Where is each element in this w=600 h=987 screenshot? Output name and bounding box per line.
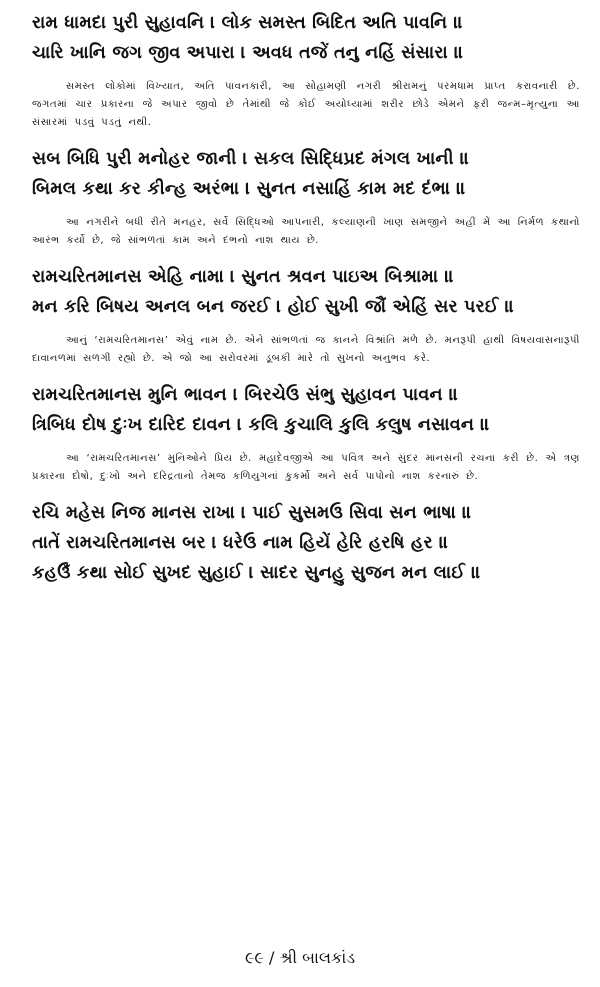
section-2 bbox=[32, 144, 580, 250]
verse-line: સબ બિધિ પુરી મનોહર જાની । સકલ સિદ્ધિપ્રદ મંગલ ખાની ॥ bbox=[32, 149, 470, 169]
verse-line: રામચરિતમાનસ એહિ નામા । સુનત શ્રવન પાઇઅ બિશ્રામા ॥ bbox=[32, 267, 455, 287]
verse-block bbox=[32, 498, 580, 588]
section-4 bbox=[32, 380, 580, 486]
section-5 bbox=[32, 498, 580, 588]
verse-line: રામચરિતમાનસ મુનિ ભાવન । બિરચેઉ સંભુ સુહાવન પાવન ॥ bbox=[32, 385, 459, 405]
meaning-paragraph: આ ‘રામચરિતમાનસ’ મુનિઓને પ્રિય છે. મહાદેવજીએ આ પવિત્ર અને સુંદર માનસની રચના કરી છે. એ ત્રણ પ્રકારના દોષો, દુઃખો અને દરિદ્રતાનો તેમજ કળિયુગનાં કુકર્મો અને સર્વ પાપોનો નાશ કરનારું છે. bbox=[32, 453, 580, 482]
verse-block bbox=[32, 8, 580, 68]
meaning-paragraph: આનું ‘રામચરિતમાનસ’ એવું નામ છે. એને સાંભળતાં જ કાનને વિશ્રાંતિ મળે છે. મનરૂપી હાથી વિષયવાસનારૂપી દાવાનળમાં સળગી રહ્યો છે. એ જો આ સરોવરમાં ડૂબકી મારે તો સુખનો અનુભવ કરે. bbox=[32, 335, 580, 364]
section-1 bbox=[32, 8, 580, 132]
verse-line: મન કરિ બિષય અનલ બન જરઈ । હોઈ સુખી જૌં એહિં સર પરઈ ॥ bbox=[32, 297, 515, 317]
section-3 bbox=[32, 262, 580, 368]
verse-line: રચિ મહેસ નિજ માનસ રાખા । પાઈ સુસમઉ સિવા સન ભાષા ॥ bbox=[32, 503, 472, 523]
page-footer: ૯૯ / શ્રી બાલકાંડ bbox=[244, 948, 356, 967]
verse-line: તાતેં રામચરિતમાનસ બર । ધરેઉ નામ હિયેં હેરિ હરષિ હર ॥ bbox=[32, 533, 449, 553]
verse-line: બિમલ કથા કર કીન્હ અરંભા । સુનત નસાહિં કામ મદ દંભા ॥ bbox=[32, 179, 466, 199]
meaning-paragraph: આ નગરીને બધી રીતે મનહર, સર્વે સિદ્ધિઓ આપનારી, કલ્યાણની ખાણ સમજીને અહીં મેં આ નિર્મળ કથાનો આરંભ કર્યો છે, જે સાંભળતાં કામ અને દંભનો નાશ થાય છે. bbox=[32, 217, 580, 246]
verse-block bbox=[32, 380, 580, 440]
verse-line: કહઉઁ કથા સોઈ સુખદ સુહાઈ । સાદર સુનહુ સુજન મન લાઈ ॥ bbox=[32, 563, 481, 583]
verse-block bbox=[32, 262, 580, 322]
verse-line: ત્રિબિધ દોષ દુઃખ દારિદ દાવન । કલિ કુચાલિ કુલિ કલુષ નસાવન ॥ bbox=[32, 415, 490, 435]
verse-line: રામ ધામદા પુરી સુહાવનિ । લોક સમસ્ત બિદિત અતિ પાવનિ ॥ bbox=[32, 13, 464, 33]
verse-block bbox=[32, 144, 580, 204]
meaning-paragraph: સમસ્ત લોકોમાં વિખ્યાત, અતિ પાવનકારી, આ સોહામણી નગરી શ્રીરામનું પરમધામ પ્રાપ્ત કરાવનારી છે. જગતમાં ચાર પ્રકારના જે અપાર જીવો છે તેમાંથી જે કોઈ અયોધ્યામાં શરીર છોડે એમને ફરી જન્મ–મૃત્યુના આ સંસારમાં પડવું પડતું નથી. bbox=[32, 81, 580, 128]
verse-line: ચારિ ખાનિ જગ જીવ અપારા । અવધ તજેં તનુ નહિં સંસારા ॥ bbox=[32, 43, 464, 63]
